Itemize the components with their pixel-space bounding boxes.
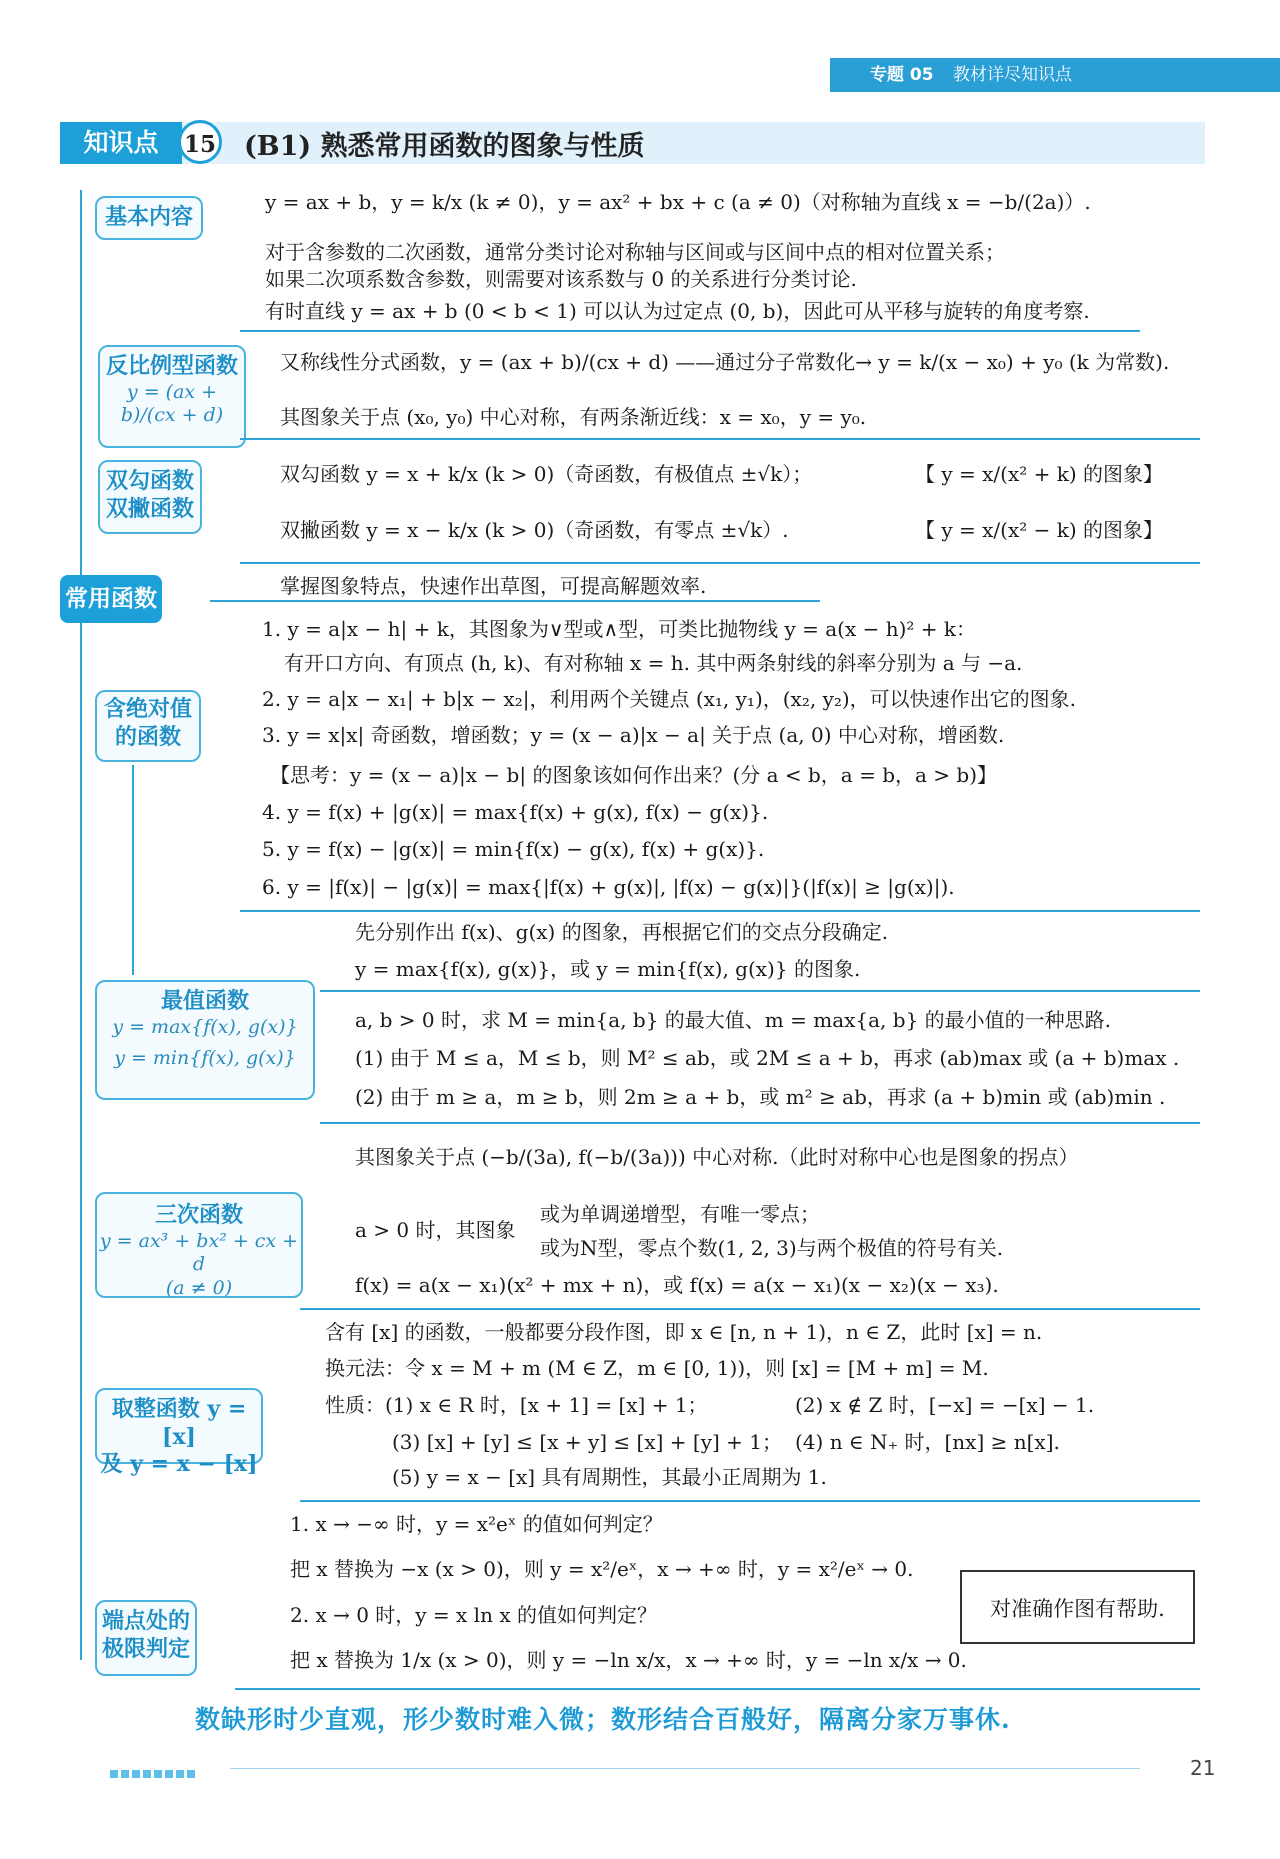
floor-line-2: 换元法：令 x = M + m (M ∈ Z，m ∈ [0, 1))，则 [x] = [M + m] = M. <box>325 1356 989 1380</box>
divider-extreme-2 <box>320 1122 1200 1124</box>
callout-note: 对准确作图有帮助. <box>960 1570 1195 1644</box>
node-cubic <box>95 1192 303 1298</box>
cubic-formula-1: y = ax³ + bx² + cx + d <box>99 1229 299 1276</box>
inverse-line-2: 其图象关于点 (x₀, y₀) 中心对称，有两条渐近线：x = x₀，y = y₀. <box>280 405 867 429</box>
floor-line-5: (3) [x] + [y] ≤ [x + y] ≤ [x] + [y] + 1； <box>392 1430 783 1454</box>
extreme-line-2: y = max{f(x), g(x)}，或 y = min{f(x), g(x)} 的图象. <box>355 957 861 981</box>
abs-line-6: 4. y = f(x) + |g(x)| = max{f(x) + g(x), f(x) − g(x)}. <box>262 800 769 824</box>
node-limit <box>95 1600 197 1676</box>
hook-label-1: 双勾函数 <box>105 468 194 494</box>
hook-line-1: 双勾函数 y = x + k/x (k > 0)（奇函数，有极值点 ±√k）； <box>280 462 813 486</box>
node-abs <box>95 690 201 762</box>
abs-label-1: 含绝对值 <box>103 696 192 722</box>
abs-line-2: 有开口方向、有顶点 (h, k)、有对称轴 x = h. 其中两条射线的斜率分别为 a 与 −a. <box>284 651 1023 675</box>
abs-line-1: 1. y = a|x − h| + k，其图象为∨型或∧型，可类比抛物线 y = a(x − h)² + k： <box>262 617 977 641</box>
node-hook <box>98 460 202 534</box>
node-inverse <box>98 345 246 448</box>
basic-line-3: 如果二次项系数含参数，则需要对该系数与 0 的关系进行分类讨论. <box>265 267 857 291</box>
extreme-line-5: (2) 由于 m ≥ a，m ≥ b，则 2m ≥ a + b，或 m² ≥ ab，再求 (a + b)min 或 (ab)min . <box>355 1085 1166 1109</box>
hook-right-1: 【 y = x/(x² + k) 的图象】 <box>915 462 1163 486</box>
extreme-line-4: (1) 由于 M ≤ a，M ≤ b，则 M² ≤ ab，或 2M ≤ a + b，再求 (ab)max 或 (a + b)max . <box>355 1046 1180 1070</box>
floor-label-2: 及 y = x − [x] <box>100 1451 258 1477</box>
floor-line-3: 性质：(1) x ∈ R 时，[x + 1] = [x] + 1； <box>325 1393 708 1417</box>
cubic-line-4: 或为N型，零点个数(1, 2, 3)与两个极值的符号有关. <box>540 1236 1004 1260</box>
knowledge-point-number: 15 <box>178 120 222 164</box>
abs-line-8: 6. y = |f(x)| − |g(x)| = max{|f(x) + g(x)|, |f(x) − g(x)|}(|f(x)| ≥ |g(x)|). <box>262 875 955 899</box>
limit-line-4: 把 x 替换为 1/x (x > 0)，则 y = −ln x/x，x → +∞ 时，y = −ln x/x → 0. <box>290 1648 967 1672</box>
header-bar <box>830 58 1280 92</box>
floor-label-1: 取整函数 y = [x] <box>111 1396 247 1450</box>
floor-line-1: 含有 [x] 的函数，一般都要分段作图，即 x ∈ [n, n + 1)，n ∈ Z，此时 [x] = n. <box>325 1320 1043 1344</box>
page-title: (B1) 熟悉常用函数的图象与性质 <box>244 131 645 162</box>
divider-floor <box>300 1500 1200 1502</box>
footer-decoration <box>110 1763 198 1782</box>
abs-label-2: 的函数 <box>114 723 181 750</box>
divider-hook-2 <box>210 600 820 602</box>
extreme-line-3: a, b > 0 时，求 M = min{a, b} 的最大值、m = max{a, b} 的最小值的一种思路. <box>355 1008 1112 1032</box>
inverse-label: 反比例型函数 <box>105 353 238 379</box>
hook-line-3: 掌握图象特点，快速作出草图，可提高解题效率. <box>280 574 707 598</box>
abs-connector <box>132 765 134 975</box>
abs-line-3: 2. y = a|x − x₁| + b|x − x₂|，利用两个关键点 (x₁, y₁)，(x₂, y₂)，可以快速作出它的图象. <box>262 687 1077 711</box>
floor-line-4: (2) x ∉ Z 时，[−x] = −[x] − 1. <box>795 1393 1095 1417</box>
cubic-line-5: f(x) = a(x − x₁)(x² + mx + n)，或 f(x) = a(x − x₁)(x − x₂)(x − x₃). <box>355 1273 999 1297</box>
extreme-line-1: 先分别作出 f(x)、g(x) 的图象，再根据它们的交点分段确定. <box>355 920 889 944</box>
divider-basic <box>240 330 1140 332</box>
hook-label-2: 双撇函数 <box>105 495 194 522</box>
node-extreme <box>95 980 315 1100</box>
knowledge-point-tag: 知识点 <box>60 122 182 164</box>
abs-line-7: 5. y = f(x) − |g(x)| = min{f(x) − g(x), f(x) + g(x)}. <box>262 837 765 861</box>
floor-line-7: (5) y = x − [x] 具有周期性，其最小正周期为 1. <box>392 1465 827 1489</box>
divider-limit <box>235 1688 1200 1690</box>
hook-right-2: 【 y = x/(x² − k) 的图象】 <box>915 518 1163 542</box>
motto: 数缺形时少直观，形少数时难入微；数形结合百般好，隔离分家万事休. <box>195 1705 1011 1734</box>
limit-line-2: 把 x 替换为 −x (x > 0)，则 y = x²/eˣ，x → +∞ 时，y = x²/eˣ → 0. <box>290 1557 914 1581</box>
basic-line-1: y = ax + b，y = k/x (k ≠ 0)，y = ax² + bx + c (a ≠ 0)（对称轴为直线 x = −b/(2a)）. <box>265 190 1091 214</box>
inverse-line-1: 又称线性分式函数，y = (ax + b)/(cx + d) ——通过分子常数化→ y = k/(x − x₀) + y₀ (k 为常数). <box>280 350 1170 374</box>
root-node: 常用函数 <box>60 575 162 623</box>
hook-line-2: 双撇函数 y = x − k/x (k > 0)（奇函数，有零点 ±√k）. <box>280 518 789 542</box>
limit-label-2: 极限判定 <box>101 1635 190 1662</box>
spine-line <box>80 190 82 1660</box>
divider-hook <box>240 562 1200 564</box>
node-floor <box>95 1388 263 1477</box>
basic-line-2: 对于含参数的二次函数，通常分类讨论对称轴与区间或与区间中点的相对位置关系； <box>265 240 1005 264</box>
extreme-formula-2: y = min{f(x), g(x)} <box>114 1047 296 1070</box>
divider-abs <box>240 910 1200 912</box>
cubic-line-1: 其图象关于点 (−b/(3a), f(−b/(3a))) 中心对称.（此时对称中心也是图象的拐点） <box>355 1145 1079 1169</box>
abs-line-5: 【思考：y = (x − a)|x − b| 的图象该如何作出来？(分 a < b，a = b，a > b)】 <box>270 763 998 787</box>
divider-cubic <box>300 1308 1200 1310</box>
chapter-subtitle: 教材详尽知识点 <box>952 65 1072 85</box>
limit-line-3: 2. x → 0 时，y = x ln x 的值如何判定？ <box>290 1603 657 1627</box>
limit-label-1: 端点处的 <box>101 1608 190 1634</box>
extreme-formula-1: y = max{f(x), g(x)} <box>112 1015 298 1038</box>
cubic-label: 三次函数 <box>154 1202 243 1228</box>
page-number: 21 <box>1190 1756 1216 1780</box>
cubic-formula-2: (a ≠ 0) <box>165 1277 233 1299</box>
divider-inverse <box>240 438 1200 440</box>
divider-extreme-1 <box>320 990 1200 992</box>
node-basic: 基本内容 <box>95 196 203 240</box>
footer-line <box>230 1768 1140 1769</box>
inverse-formula: y = (ax + b)/(cx + d) <box>120 380 224 427</box>
limit-line-1: 1. x → −∞ 时，y = x²eˣ 的值如何判定？ <box>290 1512 663 1536</box>
abs-line-4: 3. y = x|x| 奇函数，增函数；y = (x − a)|x − a| 关于点 (a, 0) 中心对称，增函数. <box>262 723 1005 747</box>
basic-line-4: 有时直线 y = ax + b (0 < b < 1) 可以认为过定点 (0, b)，因此可从平移与旋转的角度考察. <box>265 299 1090 323</box>
chapter-label: 专题 05 <box>870 65 934 85</box>
extreme-label: 最值函数 <box>160 988 249 1014</box>
cubic-line-3: 或为单调递增型，有唯一零点； <box>540 1202 820 1226</box>
floor-line-6: (4) n ∈ N₊ 时，[nx] ≥ n[x]. <box>795 1430 1060 1454</box>
cubic-line-2: a > 0 时，其图象 <box>355 1218 516 1242</box>
